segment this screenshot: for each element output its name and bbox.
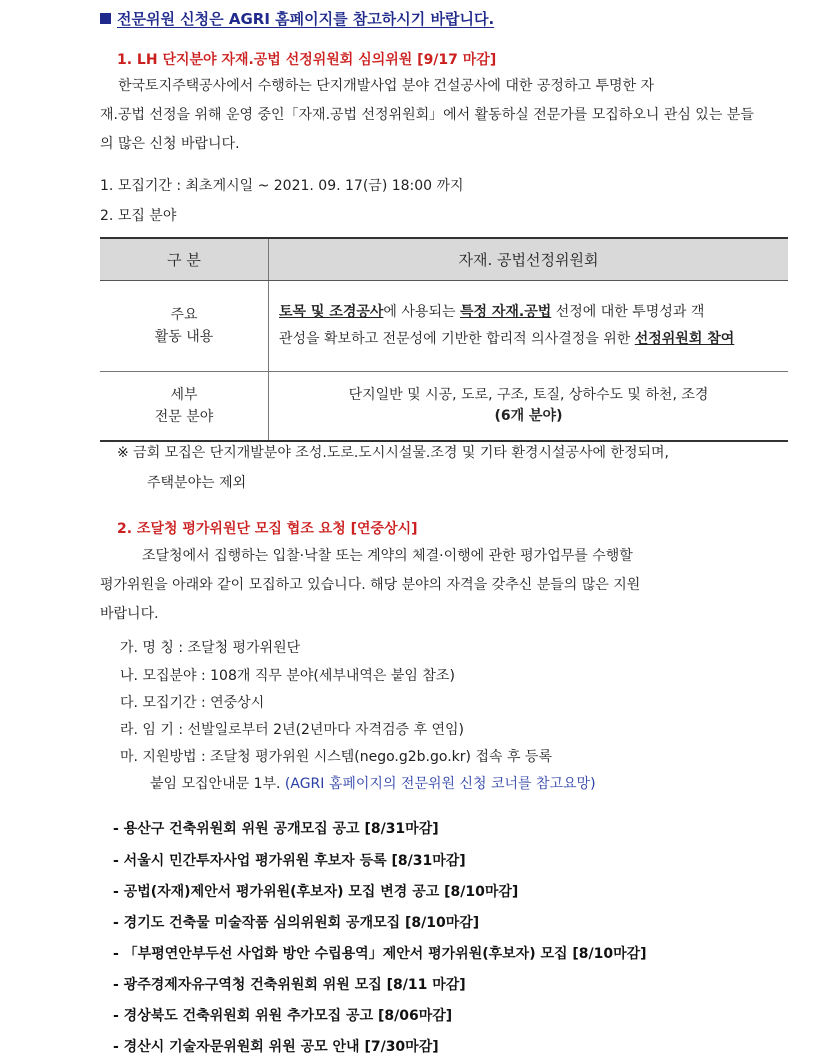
table-row	[100, 281, 788, 372]
section2-intro-line-3: 바랍니다.	[100, 606, 159, 622]
emphasis-civil-landscape: 토목 및 조경공사	[279, 304, 384, 320]
section2-heading: 2. 조달청 평가위원단 모집 협조 요청 [연중상시]	[117, 521, 418, 537]
agri-notice	[100, 8, 494, 29]
section2-intro-line-1: 조달청에서 집행하는 입찰·낙찰 또는 계약의 체결·이행에 관한 평가업무를 수행할	[142, 548, 633, 564]
recruit-field: 2. 모집 분야	[100, 208, 177, 224]
list-item[interactable]: - 「부평연안부두선 사업화 방안 수립용역」제안서 평가위원(후보자) 모집 [8/10마감]	[113, 946, 647, 962]
specialty-list: 단지일반 및 시공, 도로, 구조, 토질, 상하수도 및 하천, 조경	[348, 387, 709, 403]
section1-note-line-1: ※ 금회 모집은 단지개발분야 조성.도로.도시시설물.조경 및 기타 환경시설공사에 한정되며,	[117, 445, 669, 461]
label-line: 전문 분야	[154, 409, 214, 425]
list-item[interactable]: - 경기도 건축물 미술작품 심의위원회 공개모집 [8/10마감]	[113, 915, 480, 931]
table-header-category: 구 분	[100, 238, 269, 281]
table-cell-label	[100, 281, 269, 372]
specialty-count: (6개 분야)	[494, 408, 563, 424]
section1-intro-line-1: 한국토지주택공사에서 수행하는 단지개발사업 분야 건설공사에 대한 공정하고 투명한 자	[118, 78, 654, 94]
section2-item-name: 가. 명 칭 : 조달청 평가위원단	[120, 640, 301, 656]
table-cell-activity	[269, 281, 789, 372]
list-item[interactable]: - 용산구 건축위원회 위원 공개모집 공고 [8/31마감]	[113, 821, 439, 837]
list-item[interactable]: - 경산시 기술자문위원회 위원 공모 안내 [7/30마감]	[113, 1039, 439, 1055]
text-run: 관성을 확보하고 전문성에 기반한 합리적 의사결정을 위한	[279, 331, 635, 347]
list-item[interactable]: - 공법(자재)제안서 평가위원(후보자) 모집 변경 공고 [8/10마감]	[113, 884, 519, 900]
recruit-period: 1. 모집기간 : 최초게시일 ~ 2021. 09. 17(금) 18:00 까지	[100, 178, 464, 194]
section1-intro-line-3: 의 많은 신청 바랍니다.	[100, 136, 240, 152]
section2-intro-line-2: 평가위원을 아래와 같이 모집하고 있습니다. 해당 분야의 자격을 갖추신 분들의 많은 지원	[100, 577, 641, 593]
table-header-committee: 자재. 공법선정위원회	[269, 238, 789, 281]
section1-intro	[100, 72, 790, 159]
list-item[interactable]: - 경상북도 건축위원회 위원 추가모집 공고 [8/06마감]	[113, 1008, 453, 1024]
text-run: 선정에 대한 투명성과 객	[551, 304, 705, 320]
section2-item-period: 다. 모집기간 : 연중상시	[120, 695, 265, 711]
label-line: 주요	[170, 307, 198, 323]
section1-intro-line-2: 재.공법 선정을 위해 운영 중인「자재.공법 선정위원회」에서 활동하실 전문가를 모집하오니 관심 있는 분들	[100, 107, 754, 123]
section2-attachment	[150, 773, 596, 793]
emphasis-special-material: 특정 자재.공법	[459, 304, 552, 320]
square-bullet-icon	[100, 13, 111, 24]
text-run: 에 사용되는	[383, 304, 460, 320]
section2-item-term: 라. 임 기 : 선발일로부터 2년(2년마다 자격검증 후 연임)	[120, 722, 464, 738]
table-row	[100, 372, 788, 442]
label-line: 세부	[170, 387, 198, 403]
section2-item-method: 마. 지원방법 : 조달청 평가위원 시스템(nego.g2b.go.kr) 접속 후 등록	[120, 749, 552, 765]
section2-intro	[100, 542, 790, 629]
table-cell-label	[100, 372, 269, 442]
section1-heading: 1. LH 단지분야 자재.공법 선정위원회 심의위원 [9/17 마감]	[117, 52, 497, 68]
label-line: 활동 내용	[154, 329, 214, 345]
attachment-note: (AGRI 홈페이지의 전문위원 신청 코너를 참고요망)	[280, 776, 596, 792]
list-item[interactable]: - 서울시 민간투자사업 평가위원 후보자 등록 [8/31마감]	[113, 853, 466, 869]
table-cell-specialty	[269, 372, 789, 442]
section2-item-field: 나. 모집분야 : 108개 직무 분야(세부내역은 붙임 참조)	[120, 668, 455, 684]
attachment-label: 붙임 모집안내문 1부.	[150, 776, 281, 792]
list-item[interactable]: - 광주경제자유구역청 건축위원회 위원 모집 [8/11 마감]	[113, 977, 466, 993]
section1-note-line-2: 주택분야는 제외	[147, 475, 247, 491]
field-table	[100, 237, 788, 442]
notice-text: 전문위원 신청은 AGRI 홈페이지를 참고하시기 바랍니다.	[117, 10, 495, 28]
emphasis-committee-participation: 선정위원회 참여	[634, 331, 735, 347]
